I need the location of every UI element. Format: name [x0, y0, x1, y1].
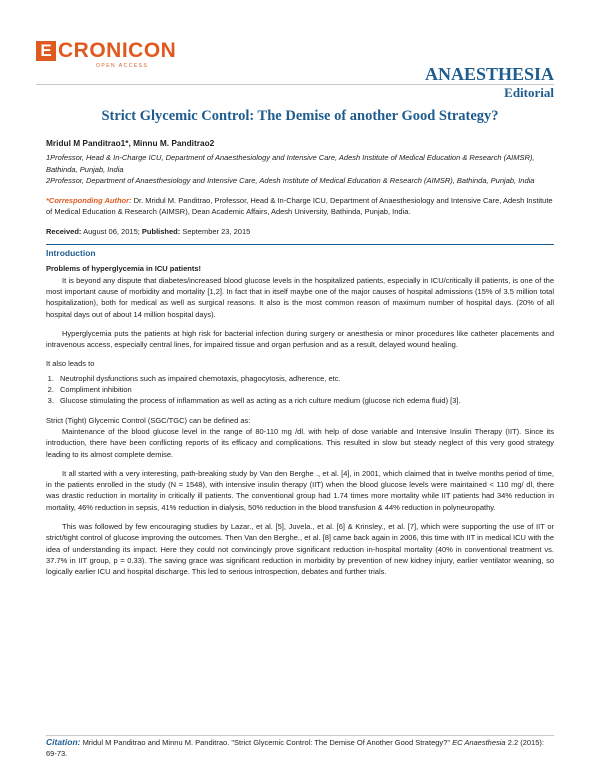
article-dates: [46, 226, 554, 237]
citation-journal: EC Anaesthesia: [452, 738, 506, 747]
paragraph-4: It all started with a very interesting, path-breaking study by Van den Berghe ., et al. [4], in 2001, which claimed that in twelve months period of time, in the patients enrolled in the study (N = 1548), with intensive insulin therapy (IIT) when the blood glucose levels were maintained < 110 mg/ dl, there was drastic reduction in mortality in critically ill patients. The conventional group had 1.74 times more mortality while IIT patients had 34% reduction in mortality, 46% reduction in sepsis, 41% reduction in dialysis, 50% reduction in the blood transfusion & 44% reduction in polyneuropathy.: [46, 468, 554, 512]
citation-volume: 2.2 (2015): 69-73.: [46, 738, 544, 759]
paragraph-2: Hyperglycemia puts the patients at high risk for bacterial infection during surgery or anesthesia or minor procedures like catheter placements and intravenous access, especially central lines, for impaired tissue and organ perfusion and as a result, delayed wound healing.: [46, 328, 554, 350]
sgc-definition: Strict (Tight) Glycemic Control (SGC/TGC) can be defined as:: [46, 415, 251, 425]
published-date: September 23, 2015: [182, 226, 251, 236]
article-type: Editorial: [504, 85, 554, 100]
list-item: 1. Neutrophil dysfunctions such as impaired chemotaxis, phagocytosis, adherence, etc.: [56, 373, 554, 384]
logo-e-box: E: [36, 41, 56, 61]
article-title: Strict Glycemic Control: The Demise of another Good Strategy?: [101, 108, 499, 124]
corresponding-text: Dr. Mridul M. Panditrao, Professor, Head & In-Charge ICU, Department of Anaesthesiology and Intensive Care, Adesh Institute of Medical Education & Research (AIMSR), Dean Academic Affairs, Adesh University, Bathinda, Punjab, India.: [46, 196, 553, 217]
list-item: 3. Glucose stimulating the process of inflammation as well as acting as a rich culture medium (glucose rich edema fluid) [3].: [56, 395, 554, 406]
citation-label: Citation:: [46, 737, 81, 747]
citation-text: Mridul M Panditrao and Minnu M. Panditrao. "Strict Glycemic Control: The Demise Of Another Good Strategy?": [82, 738, 450, 747]
cronicon-logo: [36, 39, 177, 69]
paragraph-1: It is beyond any dispute that diabetes/increased blood glucose levels in the hospitalized patients, especially in ICU/critically ill patients, is one of the most important cause of morbidity and mortality [1,2]. In fact that in itself maybe one of the major causes of hospital admissions (15% of 3.5 million total hospitalization), both for medical as well as surgical reasons. It also is the most common reason of maximum number of hospital days. (20% of all hospital days out of about 14 million hospital days).: [46, 275, 554, 319]
corresponding-author: [46, 195, 554, 218]
list-item: 2. Compliment inhibition: [56, 384, 554, 395]
citation-block: [46, 737, 554, 760]
paragraph-3: Maintenance of the blood glucose level in the range of 80-110 mg /dl. with help of dose variable and Intensive Insulin Therapy (IIT). Since its introduction, there have been conflicting reports of its efficacy and complications. This resulted in slow but steady neglect of this very good strategy leading to its almost complete demise.: [46, 426, 554, 459]
article-body: [46, 138, 554, 578]
journal-name: ANAESTHESIA: [424, 64, 554, 84]
logo-text: [58, 41, 176, 61]
section-divider: [46, 244, 554, 245]
corresponding-label: *Corresponding Author:: [46, 196, 132, 206]
affiliation-2: 2Professor, Department of Anaesthesiology and Intensive Care, Adesh Institute of Medical Education & Research (AIMSR), Bathinda, Punjab, India: [46, 175, 535, 185]
section-heading: Introduction: [46, 248, 96, 259]
logo-subtitle: OPEN ACCESS: [96, 63, 149, 69]
leads-list: [46, 373, 554, 407]
leads-intro: It also leads to: [46, 359, 95, 369]
received-date: August 06, 2015;: [83, 226, 140, 236]
citation-divider: [46, 735, 554, 736]
header-divider: [36, 84, 554, 85]
paragraph-5: This was followed by few encouraging studies by Lazar., et al. [5], Juvela., et al. [6] & Krinsley., et al. [7], which were supporting the use of IIT or strict/tight control of glucose improving the outcomes. Then Van den Berghe., et al. [8] came back again in 2006, this time with IIT in medical ICU with the idea of understanding its impact. Here they could not convincingly prove significant reduction in-hospital mortality (40% in conventional treatment vs. 37.7% in IIT group, p = 0.33). The saving grace was significant reduction in morbidity by prevention of new kidney injury, earlier ventilator weaning, so logically earlier ICU and hospital discharge. This led to serious introspection, debates and further trials.: [46, 522, 554, 577]
published-label: Published:: [141, 226, 181, 236]
author-list: Mridul M Panditrao1*, Minnu M. Panditrao2: [46, 138, 215, 148]
received-label: Received:: [46, 226, 82, 236]
logo-main-text: CRONICON: [58, 39, 177, 62]
affiliation-1: 1Professor, Head & In-Charge ICU, Department of Anaesthesiology and Intensive Care, Adesh Institute of Medical Education & Research (AIMSR), Bathinda, Punjab, India: [46, 153, 535, 174]
sub-heading: Problems of hyperglycemia in ICU patients!: [46, 264, 202, 274]
